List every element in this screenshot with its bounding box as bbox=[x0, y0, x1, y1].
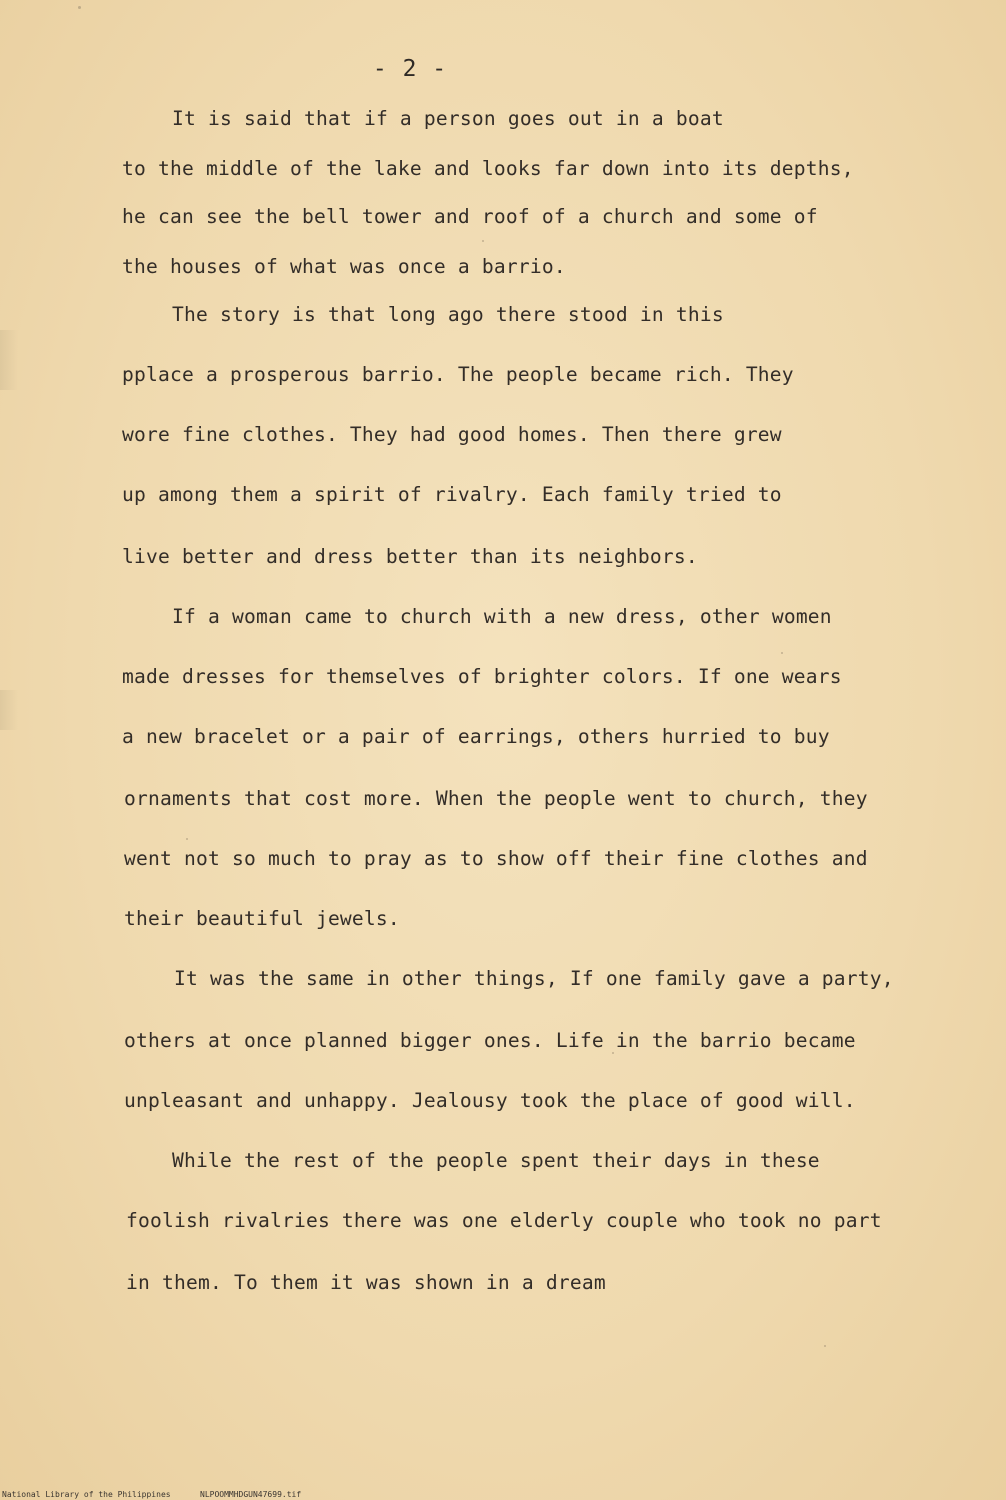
page-number: - 2 - bbox=[372, 56, 448, 82]
text-line: a new bracelet or a pair of earrings, others hurried to buy bbox=[122, 725, 830, 748]
paper-speck bbox=[482, 240, 484, 242]
text-line: others at once planned bigger ones. Life in the barrio became bbox=[124, 1029, 856, 1052]
text-line: made dresses for themselves of brighter colors. If one wears bbox=[122, 665, 842, 688]
text-line: If a woman came to church with a new dress, other women bbox=[172, 605, 832, 628]
paper-edge-shadow bbox=[0, 690, 18, 730]
text-line: ornaments that cost more. When the people went to church, they bbox=[124, 787, 868, 810]
text-line: unpleasant and unhappy. Jealousy took the place of good will. bbox=[124, 1089, 856, 1112]
paper-speck bbox=[781, 652, 783, 654]
text-line: he can see the bell tower and roof of a church and some of bbox=[122, 205, 818, 228]
text-line: While the rest of the people spent their days in these bbox=[172, 1149, 820, 1172]
text-line: It was the same in other things, If one family gave a party, bbox=[174, 967, 894, 990]
text-line: It is said that if a person goes out in a boat bbox=[172, 107, 724, 130]
paper-speck bbox=[78, 6, 81, 9]
text-line: to the middle of the lake and looks far down into its depths, bbox=[122, 157, 854, 180]
text-line: foolish rivalries there was one elderly couple who took no part bbox=[126, 1209, 882, 1232]
paper-speck bbox=[824, 1345, 826, 1347]
text-line: wore fine clothes. They had good homes. Then there grew bbox=[122, 423, 782, 446]
text-line: went not so much to pray as to show off their fine clothes and bbox=[124, 847, 868, 870]
text-line: live better and dress better than its neighbors. bbox=[122, 545, 698, 568]
text-line: up among them a spirit of rivalry. Each family tried to bbox=[122, 483, 782, 506]
text-line: pplace a prosperous barrio. The people became rich. They bbox=[122, 363, 794, 386]
paper-edge-shadow bbox=[0, 330, 18, 390]
footer-library: National Library of the Philippines bbox=[2, 1490, 171, 1499]
text-line: their beautiful jewels. bbox=[124, 907, 400, 930]
text-line: in them. To them it was shown in a dream bbox=[126, 1271, 606, 1294]
footer-filename: NLPOOMMHDGUN47699.tif bbox=[200, 1490, 302, 1499]
text-line: the houses of what was once a barrio. bbox=[122, 255, 566, 278]
text-line: The story is that long ago there stood in this bbox=[172, 303, 724, 326]
scan-footer bbox=[2, 1490, 302, 1499]
paper-speck bbox=[186, 838, 188, 840]
